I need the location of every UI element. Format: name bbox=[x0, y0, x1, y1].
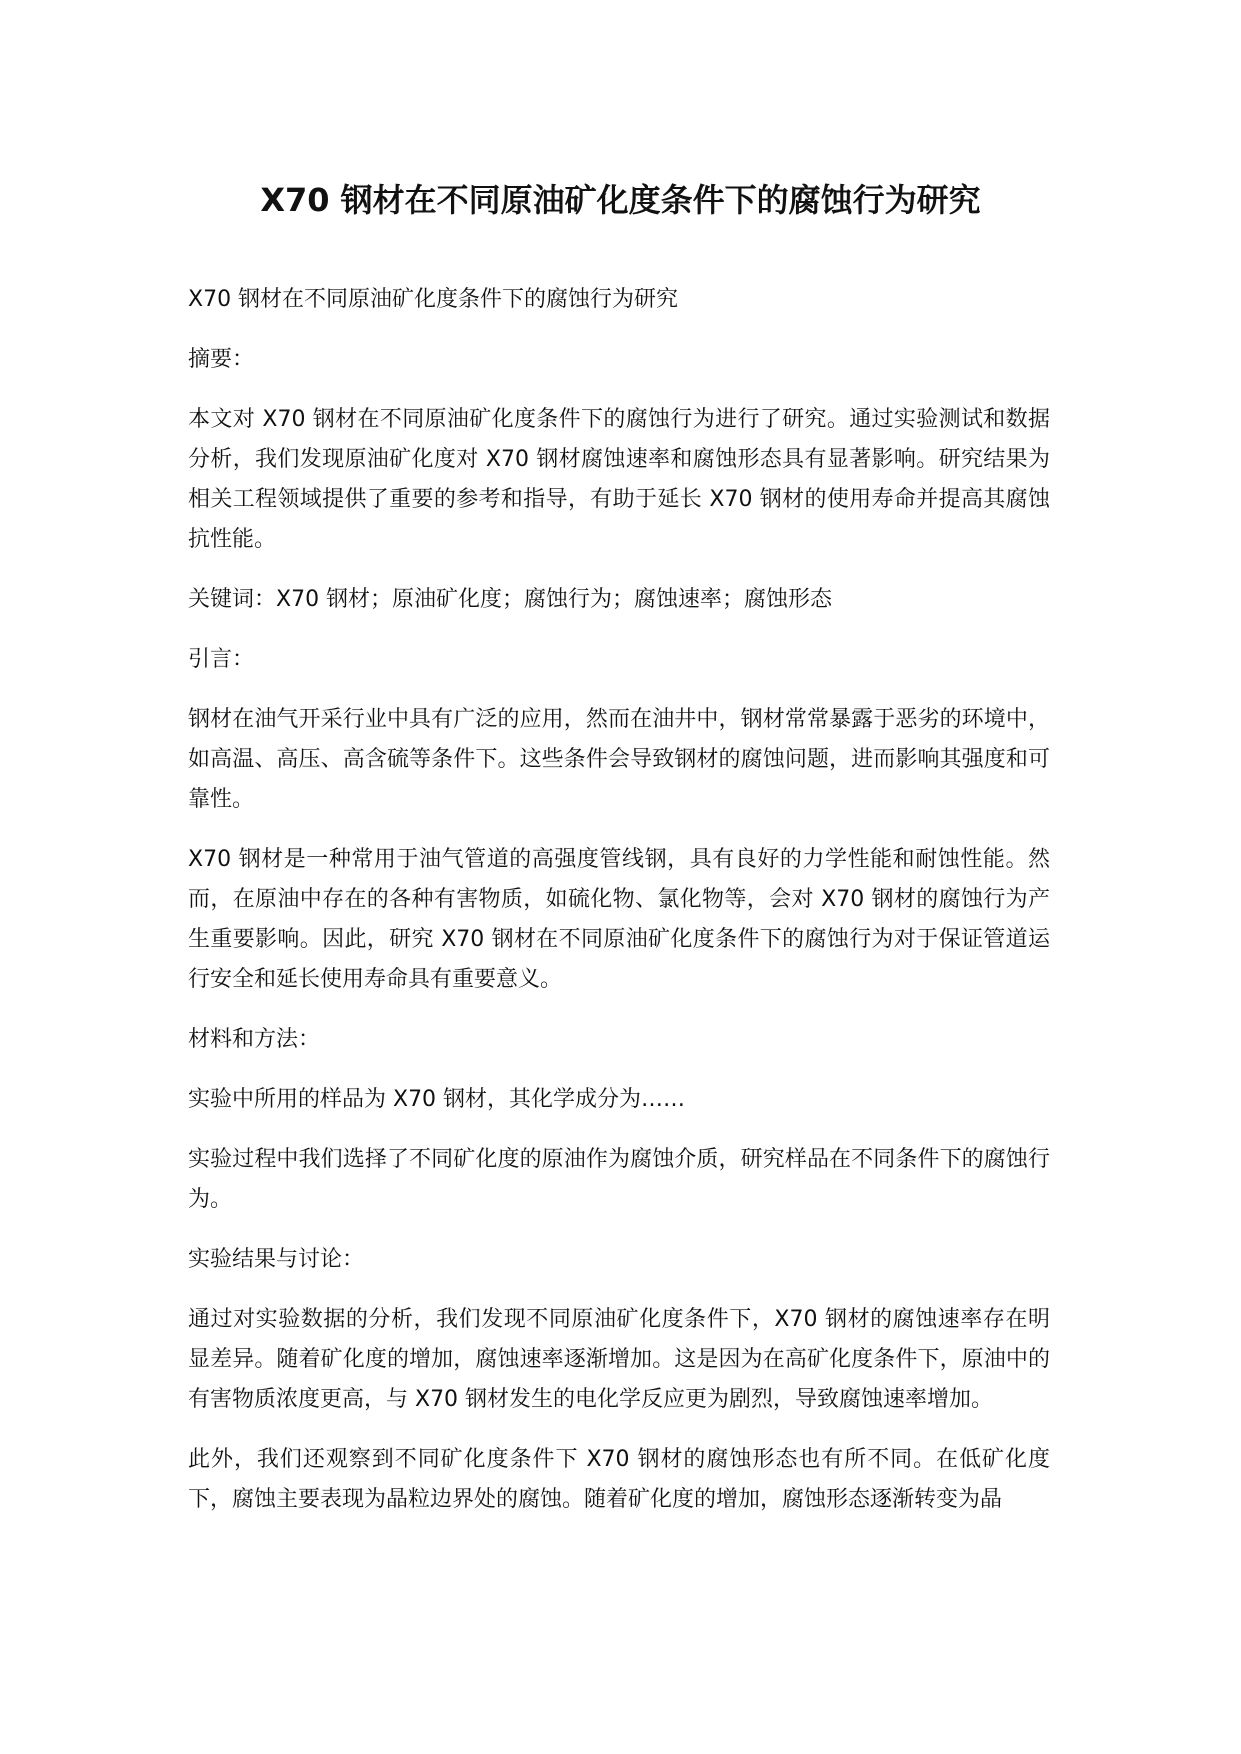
abstract-heading: 摘要： bbox=[188, 347, 255, 372]
results-paragraph-2: 此外，我们还观察到不同矿化度条件下 X70 钢材的腐蚀形态也有所不同。在低矿化度下，腐蚀主要表现为晶粒边界处的腐蚀。随着矿化度的增加，腐蚀形态逐渐转变为晶 bbox=[188, 1447, 1050, 1512]
introduction-paragraph-2: X70 钢材是一种常用于油气管道的高强度管线钢，具有良好的力学性能和耐蚀性能。然而，在原油中存在的各种有害物质，如硫化物、氯化物等，会对 X70 钢材的腐蚀行为产生重要影响。因此，研究 X70 钢材在不同原油矿化度条件下的腐蚀行为对于保证管道运行安全和延长使用寿命具有重要意义。 bbox=[188, 847, 1050, 992]
methods-heading: 材料和方法： bbox=[188, 1027, 321, 1052]
document-body bbox=[188, 280, 1050, 1540]
subtitle-paragraph: X70 钢材在不同原油矿化度条件下的腐蚀行为研究 bbox=[188, 287, 679, 312]
results-heading: 实验结果与讨论： bbox=[188, 1247, 365, 1272]
introduction-paragraph-1: 钢材在油气开采行业中具有广泛的应用，然而在油井中，钢材常常暴露于恶劣的环境中，如高温、高压、高含硫等条件下。这些条件会导致钢材的腐蚀问题，进而影响其强度和可靠性。 bbox=[188, 707, 1050, 812]
keywords-paragraph: 关键词：X70 钢材；原油矿化度；腐蚀行为；腐蚀速率；腐蚀形态 bbox=[188, 587, 833, 612]
abstract-paragraph: 本文对 X70 钢材在不同原油矿化度条件下的腐蚀行为进行了研究。通过实验测试和数据分析，我们发现原油矿化度对 X70 钢材腐蚀速率和腐蚀形态具有显著影响。研究结果为相关工程领域提供了重要的参考和指导，有助于延长 X70 钢材的使用寿命并提高其腐蚀抗性能。 bbox=[188, 407, 1050, 552]
document-title: X70 钢材在不同原油矿化度条件下的腐蚀行为研究 bbox=[260, 181, 981, 219]
introduction-heading: 引言： bbox=[188, 647, 255, 672]
results-paragraph-1: 通过对实验数据的分析，我们发现不同原油矿化度条件下，X70 钢材的腐蚀速率存在明显差异。随着矿化度的增加，腐蚀速率逐渐增加。这是因为在高矿化度条件下，原油中的有害物质浓度更高，与 X70 钢材发生的电化学反应更为剧烈，导致腐蚀速率增加。 bbox=[188, 1307, 1050, 1412]
methods-paragraph-1: 实验中所用的样品为 X70 钢材，其化学成分为…… bbox=[188, 1087, 686, 1112]
methods-paragraph-2: 实验过程中我们选择了不同矿化度的原油作为腐蚀介质，研究样品在不同条件下的腐蚀行为。 bbox=[188, 1147, 1050, 1212]
